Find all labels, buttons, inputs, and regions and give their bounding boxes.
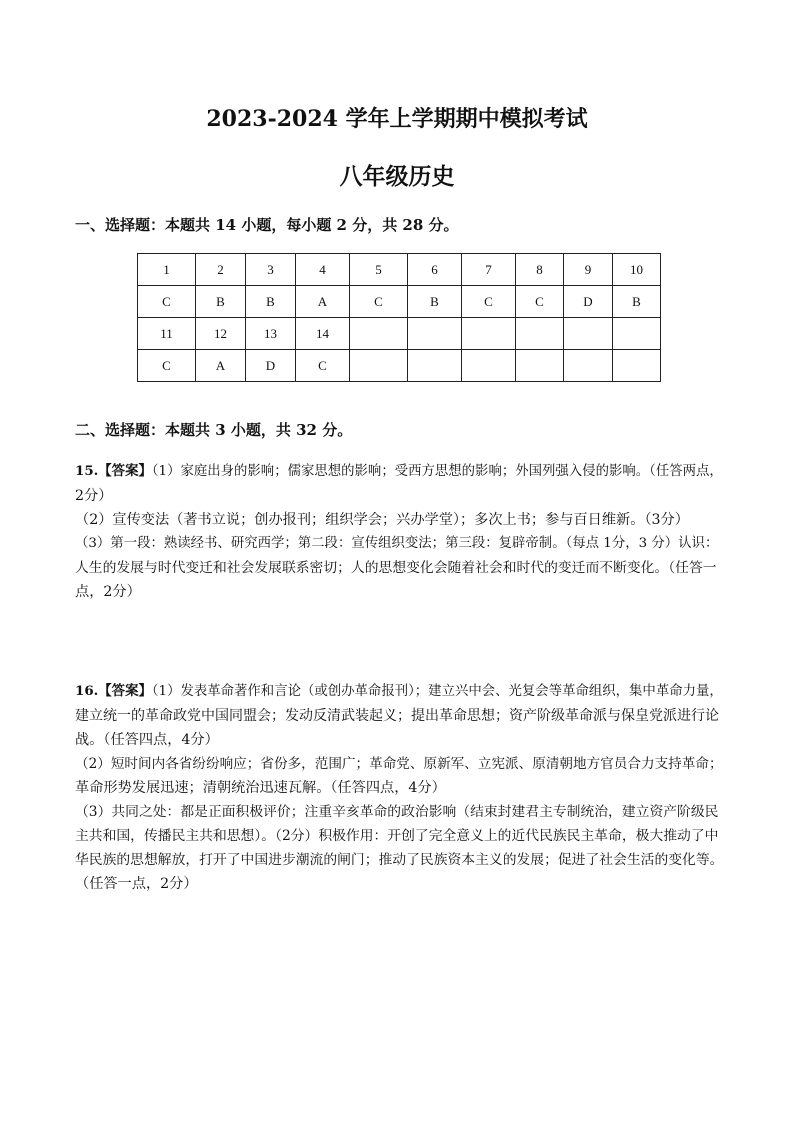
answer-letter-cell [462,350,516,382]
answer-letter-cell [564,350,613,382]
answer-line: 革命形势发展迅速；清朝统治迅速瓦解。（任答四点，4分） [75,780,446,796]
answer-letter-cell: C [350,286,408,318]
answer-letter-cell: C [138,286,196,318]
answer-letter-cell: C [296,350,350,382]
answer-letter-cell: C [462,286,516,318]
answer-letter-cell: B [408,286,462,318]
section-2-heading: 二、选择题：本题共 3 小题，共 32 分。 [75,421,353,439]
answer-table-body [138,254,661,382]
answer-line: 人生的发展与时代变迁和社会发展联系密切；人的思想变化会随着社会和时代的变迁而不断变化。（任答一 [75,560,717,576]
section-1-heading: 一、选择题：本题共 14 小题，每小题 2 分，共 28 分。 [75,216,459,234]
answer-line [75,459,725,484]
answer-line: 战。（任答四点，4分） [75,732,219,748]
answer-letter-cell [516,350,564,382]
question-number-cell: 12 [196,318,246,350]
question-number-cell: 3 [246,254,296,286]
answer-table-row [138,318,661,350]
question-number-cell: 2 [196,254,246,286]
answer-letter-cell: B [246,286,296,318]
exam-title: 2023-2024 学年上学期期中模拟考试 [206,106,588,132]
question-number-cell: 7 [462,254,516,286]
answer-letter-cell [408,350,462,382]
question-number-cell: 14 [296,318,350,350]
answer-line: 华民族的思想解放，打开了中国进步潮流的闸门；推动了民族资本主义的发展；促进了社会生活的变化等。 [75,852,724,868]
question-number-cell: 8 [516,254,564,286]
answer-letter-cell: C [516,286,564,318]
question-number-cell: 10 [613,254,661,286]
question-number-cell [516,318,564,350]
answer-line: 主共和国，传播民主共和思想）。（2分）积极作用：开创了完全意义上的近代民族民主革命，极大推动了中 [75,828,719,844]
answer-table-row [138,350,661,382]
question-number-cell: 13 [246,318,296,350]
answer-text: （1）发表革命著作和言论（或创办革命报刊）；建立兴中会、光复会等革命组织，集中革命力量， [151,684,723,699]
answer-line: （3）共同之处：都是正面积极评价；注重辛亥革命的政治影响（结束封建君主专制统治，建立资产阶级民 [75,804,719,820]
question-number-cell: 5 [350,254,408,286]
answer-letter-cell: D [564,286,613,318]
answer-line: （任答一点，2分） [75,876,198,892]
question-number-cell: 6 [408,254,462,286]
question-number-cell: 1 [138,254,196,286]
question-number-cell [350,318,408,350]
answer-line: 建立统一的革命政党中国同盟会；发动反清武装起义；提出革命思想；资产阶级革命派与保皇党派进行论 [75,708,719,724]
answer-table-row [138,286,661,318]
answer-line [75,679,725,704]
answer-table-row [138,254,661,286]
answer-line: （2）短时间内各省纷纷响应；省份多，范围广；革命党、原新军、立宪派、原清朝地方官员合力支持革命； [75,756,723,772]
exam-subtitle: 八年级历史 [339,163,455,190]
question-number-cell [408,318,462,350]
question-16-answer [75,679,725,896]
answer-letter-cell: B [613,286,661,318]
answer-letter-cell: D [246,350,296,382]
question-number-cell [564,318,613,350]
question-15-answer [75,459,725,604]
question-number-cell: 9 [564,254,613,286]
answer-line: 2分） [75,488,113,504]
answer-text: （1）家庭出身的影响；儒家思想的影响；受西方思想的影响；外国列强入侵的影响。（任答两点， [151,464,723,479]
answer-letter-cell: A [196,350,246,382]
answer-letter-cell [350,350,408,382]
answer-label: 15.【答案】 [75,463,152,479]
answer-line: （2）宣传变法（著书立说；创办报刊；组织学会；兴办学堂）；多次上书；参与百日维新。（3分） [75,512,689,528]
answer-letter-cell: A [296,286,350,318]
answer-letter-cell: C [138,350,196,382]
question-number-cell: 11 [138,318,196,350]
answer-letter-cell: B [196,286,246,318]
answer-line: 点，2分） [75,584,141,600]
answer-label: 16.【答案】 [75,683,152,699]
question-number-cell [462,318,516,350]
answer-table [137,253,661,382]
answer-line: （3）第一段：熟读经书、研究西学；第二段：宣传组织变法；第三段：复辟帝制。（每点 1分，3 分）认识： [75,536,719,551]
answer-letter-cell [613,350,661,382]
question-number-cell: 4 [296,254,350,286]
question-number-cell [613,318,661,350]
